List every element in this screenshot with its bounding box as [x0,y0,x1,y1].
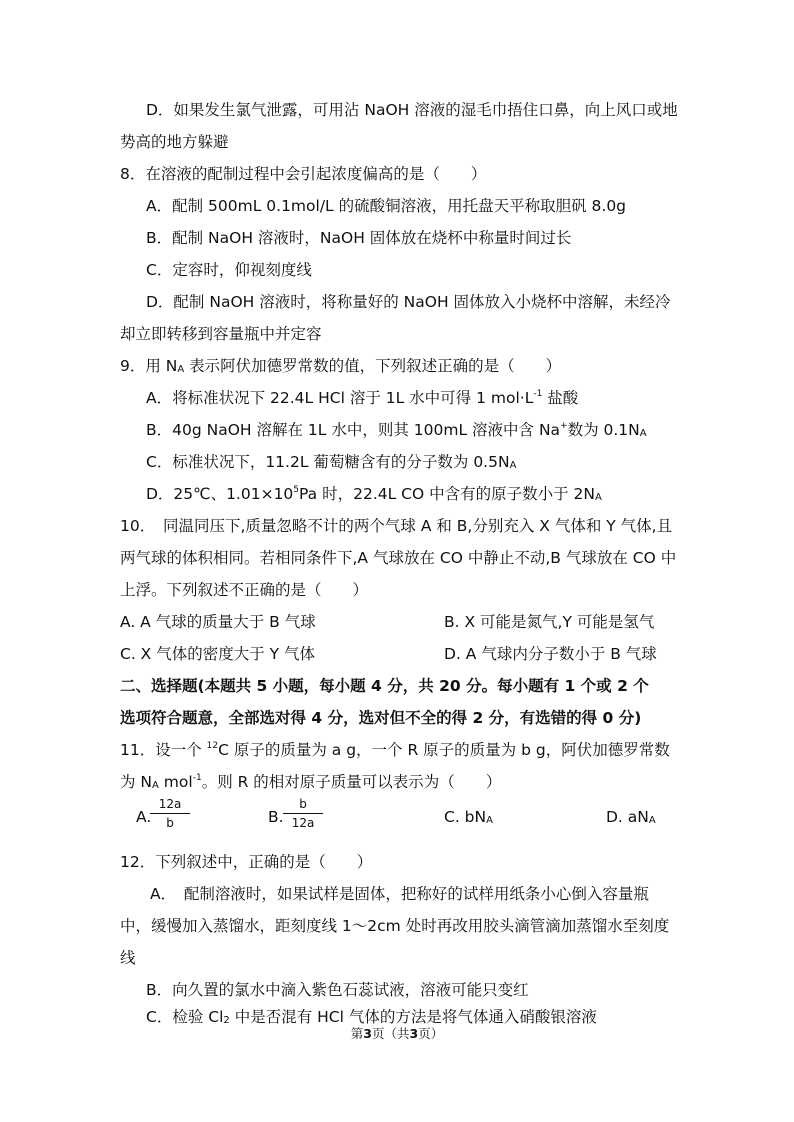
q8-stem: 8．在溶液的配制过程中会引起浓度偏高的是（ ） [120,165,487,183]
section-2-heading-line1: 二、选择题(本题共 5 小题，每小题 4 分，共 20 分。每小题有 1 个或 2 个 [120,677,649,695]
q9-stem: 9．用 $N_A$ 表示阿伏加德罗常数的值，下列叙述正确的是（ ） [120,357,562,375]
q11-option-b-label: B. [268,808,284,826]
q9-option-a: A．将标准状况下 22.4L HCl 溶于 1L 水中可得 1 $mol\cdot L^{-1}$ 盐酸 [146,389,579,407]
q12-stem: 12．下列叙述中，正确的是（ ） [120,853,373,871]
q11-stem-line2: 为 $N_A$ mol$^{-1}$。则 R 的相对原子质量可以表示为（ ） [120,773,502,791]
q8-option-d-line2: 却立即转移到容量瓶中并定容 [120,325,322,343]
q9-option-b: B．40g NaOH 溶解在 1L 水中，则其 100mL 溶液中含 Na+数为 $0.1N_A$ [146,421,647,439]
q8-option-a: A．配制 500mL 0.1mol/L 的硫酸铜溶液，用托盘天平称取胆矾 8.0g [146,197,627,215]
q11-option-d: D. $aN_A$ [606,808,656,826]
q12-option-a-line2: 中，缓慢加入蒸馏水，距刻度线 1～2cm 处时再改用胶头滴管滴加蒸馏水至刻度 [120,917,670,935]
q8-option-c: C．定容时，仰视刻度线 [146,261,312,279]
q10-option-d: D. A 气球内分子数小于 B 气球 [444,645,657,663]
q10-stem-line3: 上浮。下列叙述不正确的是（ ） [120,581,369,599]
q11-option-a-label: A. [136,808,152,826]
q10-option-b: B. X 可能是氮气,Y 可能是氢气 [444,613,655,631]
q10-option-a: A. A 气球的质量大于 B 气球 [120,613,316,631]
q12-option-a-line1: A． 配制溶液时，如果试样是固体，把称好的试样用纸条小心倒入容量瓶 [150,885,649,903]
q10-stem-line1: 10． 同温同压下,质量忽略不计的两个气球 A 和 B,分别充入 X 气体和 Y 气体,且 [120,517,673,535]
q7-option-d-line1: D．如果发生氯气泄露，可用沾 NaOH 溶液的湿毛巾捂住口鼻，向上风口或地 [146,101,678,119]
page-footer: 第3页（共3页） [350,1026,444,1041]
q10-stem-line2: 两气球的体积相同。若相同条件下,A 气球放在 CO 中静止不动,B 气球放在 CO 中 [120,549,677,567]
q7-option-d-line2: 势高的地方躲避 [120,133,229,151]
q11-option-a-fraction: 12a b [150,796,190,831]
q12-option-b: B．向久置的氯水中滴入紫色石蕊试液，溶液可能只变红 [146,981,529,999]
q11-stem-line1: 11．设一个 $^{12}$C 原子的质量为 a g，一个 R 原子的质量为 b g，阿伏加德罗常数 [120,741,670,759]
q9-option-c: C．标准状况下，11.2L 葡萄糖含有的分子数为 $0.5N_A$ [146,453,517,471]
q8-option-d-line1: D．配制 NaOH 溶液时，将称量好的 NaOH 固体放入小烧杯中溶解，未经冷 [146,293,671,311]
q10-option-c: C. X 气体的密度大于 Y 气体 [120,645,316,663]
q11-option-b-fraction: b 12a [283,796,323,831]
q8-option-b: B．配制 NaOH 溶液时，NaOH 固体放在烧杯中称量时间过长 [146,229,572,247]
section-2-heading-line2: 选项符合题意，全部选对得 4 分，选对但不全的得 2 分，有选错的得 0 分) [120,709,642,727]
q12-option-c: C．检验 $Cl_2$ 中是否混有 HCl 气体的方法是将气体通入硝酸银溶液 [146,1008,597,1026]
q9-option-d: D．25℃、$1.01\times 10^5Pa$ 时，22.4L CO 中含有的原子数小于 $2N_A$ [146,485,602,503]
q12-option-a-line3: 线 [120,949,136,967]
q11-option-c: C. $bN_A$ [444,808,493,826]
